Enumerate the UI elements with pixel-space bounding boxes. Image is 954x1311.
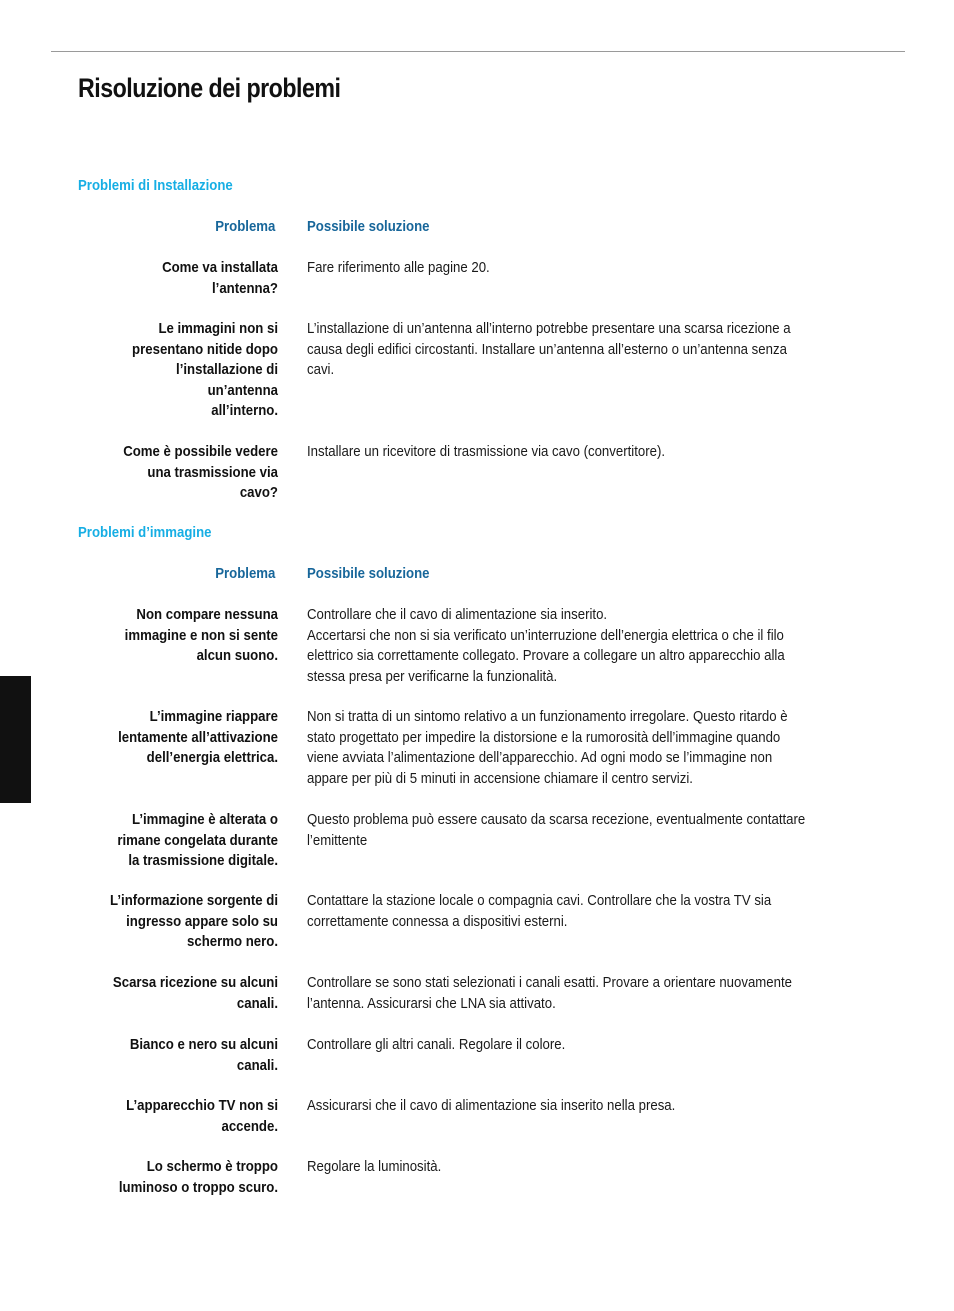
solution-cell: Assicurarsi che il cavo di alimentazione sia inserito nella presa. xyxy=(307,1097,676,1114)
column-header-problem: Problema xyxy=(214,218,275,235)
top-divider xyxy=(51,51,905,52)
solution-cell: Contattare la stazione locale o compagnia cavi. Controllare che la vostra TV sia correttamente connessa a dispositivi esterni. xyxy=(307,892,772,930)
problem-cell: Le immagini non si presentano nitide dopo l’installazione di un’antenna all’interno. xyxy=(132,320,278,419)
problem-cell: L’immagine riappare lentamente all’attivazione dell’energia elettrica. xyxy=(118,708,278,766)
solution-cell: Questo problema può essere causato da scarsa recezione, eventualmente contattare l’emittente xyxy=(307,811,806,849)
problem-cell: Non compare nessuna immagine e non si sente alcun suono. xyxy=(124,606,278,664)
problem-cell: Come è possibile vedere una trasmissione via cavo? xyxy=(123,443,278,501)
column-header-solution: Possibile soluzione xyxy=(307,218,430,235)
problem-cell: L’apparecchio TV non si accende. xyxy=(126,1097,278,1135)
side-tab-marker xyxy=(0,676,31,803)
section-title-immagine: Problemi d’immagine xyxy=(78,524,212,541)
section-title-installazione: Problemi di Installazione xyxy=(78,177,233,194)
solution-cell: Installare un ricevitore di trasmissione via cavo (convertitore). xyxy=(307,443,666,460)
solution-cell: Controllare se sono stati selezionati i canali esatti. Provare a orientare nuovamente l’antenna. Assicurarsi che LNA sia attivato. xyxy=(307,974,793,1012)
problem-cell: Scarsa ricezione su alcuni canali. xyxy=(112,974,278,1012)
solution-cell: Controllare che il cavo di alimentazione sia inserito. Accertarsi che non si sia verificato un’interruzione dell’energia elettrica o che il filo elettrico sia correttamente collegato. Provare a collegare un altro apparecchio alla stessa presa per verificarne la funzionalità. xyxy=(307,606,785,685)
solution-cell: Non si tratta di un sintomo relativo a un funzionamento irregolare. Questo ritardo è stato progettato per impedire la distorsione e la rumorosità dell’immagine quando viene avviata l’alimentazione dell’apparecchio. Ad ogni modo se l’immagine non appare per più di 5 minuti in accensione chiamare il centro servizi. xyxy=(307,708,788,787)
solution-cell: Controllare gli altri canali. Regolare il colore. xyxy=(307,1036,566,1053)
column-header-problem: Problema xyxy=(214,565,275,582)
column-header-solution: Possibile soluzione xyxy=(307,565,430,582)
page-title: Risoluzione dei problemi xyxy=(78,73,341,103)
problem-cell: Come va installata l’antenna? xyxy=(162,259,278,297)
solution-cell: Regolare la luminosità. xyxy=(307,1158,442,1175)
solution-cell: L’installazione di un’antenna all’interno potrebbe presentare una scarsa ricezione a causa degli edifici circostanti. Installare un’antenna all’esterno o un’antenna senza cavi. xyxy=(307,320,791,378)
problem-cell: Lo schermo è troppo luminoso o troppo scuro. xyxy=(118,1158,278,1196)
problem-cell: L’informazione sorgente di ingresso appare solo su schermo nero. xyxy=(110,892,278,950)
problem-cell: L’immagine è alterata o rimane congelata durante la trasmissione digitale. xyxy=(117,811,278,869)
solution-cell: Fare riferimento alle pagine 20. xyxy=(307,259,490,276)
problem-cell: Bianco e nero su alcuni canali. xyxy=(129,1036,278,1074)
